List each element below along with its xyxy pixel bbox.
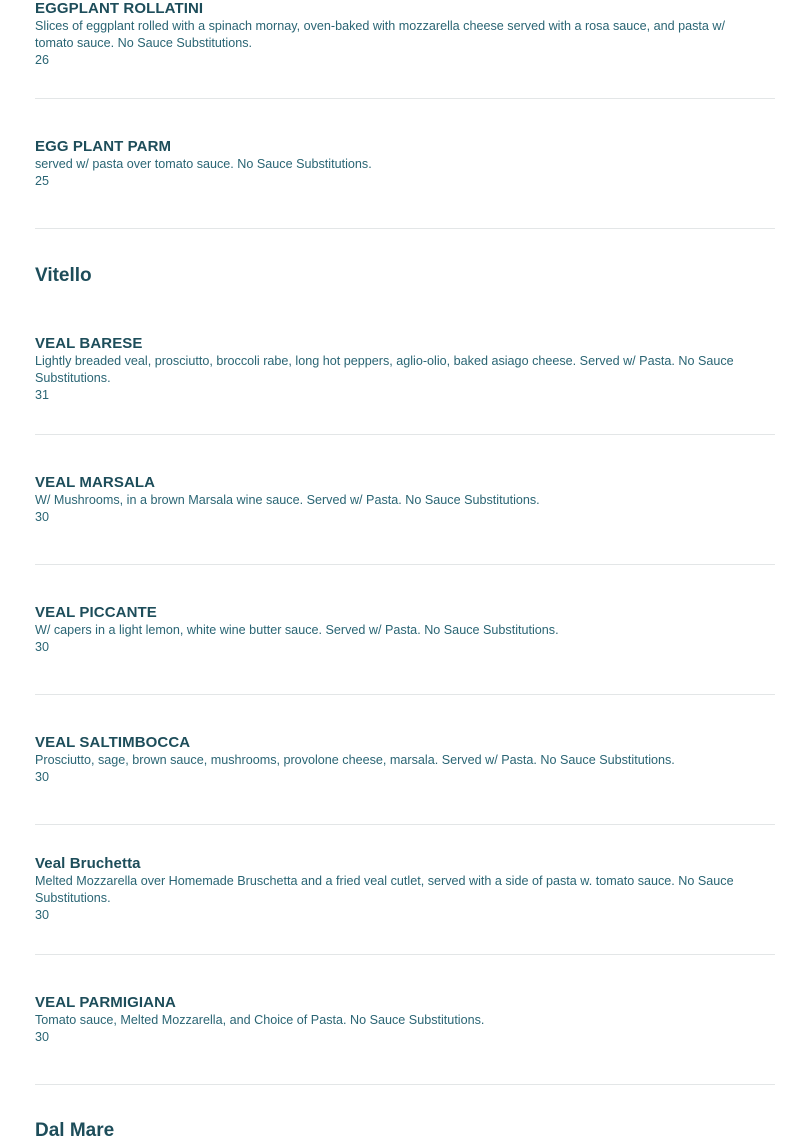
menu-item-name: EGG PLANT PARM (35, 138, 172, 155)
menu-item-price: 30 (35, 510, 50, 524)
menu-item[interactable] (35, 855, 775, 924)
menu-item-price: 30 (35, 770, 50, 784)
menu-item-description: Slices of eggplant rolled with a spinach mornay, oven-baked with mozzarella cheese served with a rosa sauce, and pasta w/ tomato sauce. No Sauce Substitutions. (35, 19, 725, 50)
divider (35, 824, 775, 825)
section-title-vitello: Vitello (35, 265, 92, 286)
menu-item-name: VEAL SALTIMBOCCA (35, 734, 191, 751)
menu-item-name: VEAL PICCANTE (35, 604, 157, 621)
menu-item-description: W/ capers in a light lemon, white wine butter sauce. Served w/ Pasta. No Sauce Substitutions. (35, 623, 559, 637)
menu-item-description: Lightly breaded veal, prosciutto, broccoli rabe, long hot peppers, aglio-olio, baked asiago cheese. Served w/ Pasta. No Sauce Substitutions. (35, 354, 734, 385)
divider (35, 694, 775, 695)
menu-item[interactable] (35, 474, 775, 526)
section-title-dal-mare: Dal Mare (35, 1120, 115, 1141)
menu-item[interactable] (35, 138, 775, 190)
menu-item-price: 30 (35, 1030, 50, 1044)
menu-item[interactable] (35, 335, 775, 404)
menu-item-name: VEAL PARMIGIANA (35, 994, 176, 1011)
menu-item-price: 30 (35, 908, 50, 922)
menu-item-description: Prosciutto, sage, brown sauce, mushrooms, provolone cheese, marsala. Served w/ Pasta. No Sauce Substitutions. (35, 753, 675, 767)
menu-item-name: EGGPLANT ROLLATINI (35, 0, 204, 17)
divider (35, 1084, 775, 1085)
menu-item-name: Veal Bruchetta (35, 855, 141, 872)
menu-item[interactable] (35, 604, 775, 656)
menu-item-description: Tomato sauce, Melted Mozzarella, and Choice of Pasta. No Sauce Substitutions. (35, 1013, 485, 1027)
divider (35, 954, 775, 955)
divider (35, 564, 775, 565)
menu-item-price: 31 (35, 388, 50, 402)
menu-item-price: 25 (35, 174, 50, 188)
divider (35, 228, 775, 229)
menu-item-name: VEAL BARESE (35, 335, 143, 352)
menu-item-name: VEAL MARSALA (35, 474, 156, 491)
menu-item-description: Melted Mozzarella over Homemade Bruschetta and a fried veal cutlet, served with a side of pasta w. tomato sauce. No Sauce Substitutions. (35, 874, 734, 905)
menu-item[interactable] (35, 994, 775, 1046)
menu-item-description: W/ Mushrooms, in a brown Marsala wine sauce. Served w/ Pasta. No Sauce Substitutions. (35, 493, 540, 507)
menu-item-price: 26 (35, 53, 50, 67)
menu-item-description: served w/ pasta over tomato sauce. No Sauce Substitutions. (35, 157, 372, 171)
menu-item[interactable] (35, 734, 775, 786)
divider (35, 434, 775, 435)
menu-item-price: 30 (35, 640, 50, 654)
divider (35, 98, 775, 99)
menu-item[interactable] (35, 0, 775, 69)
